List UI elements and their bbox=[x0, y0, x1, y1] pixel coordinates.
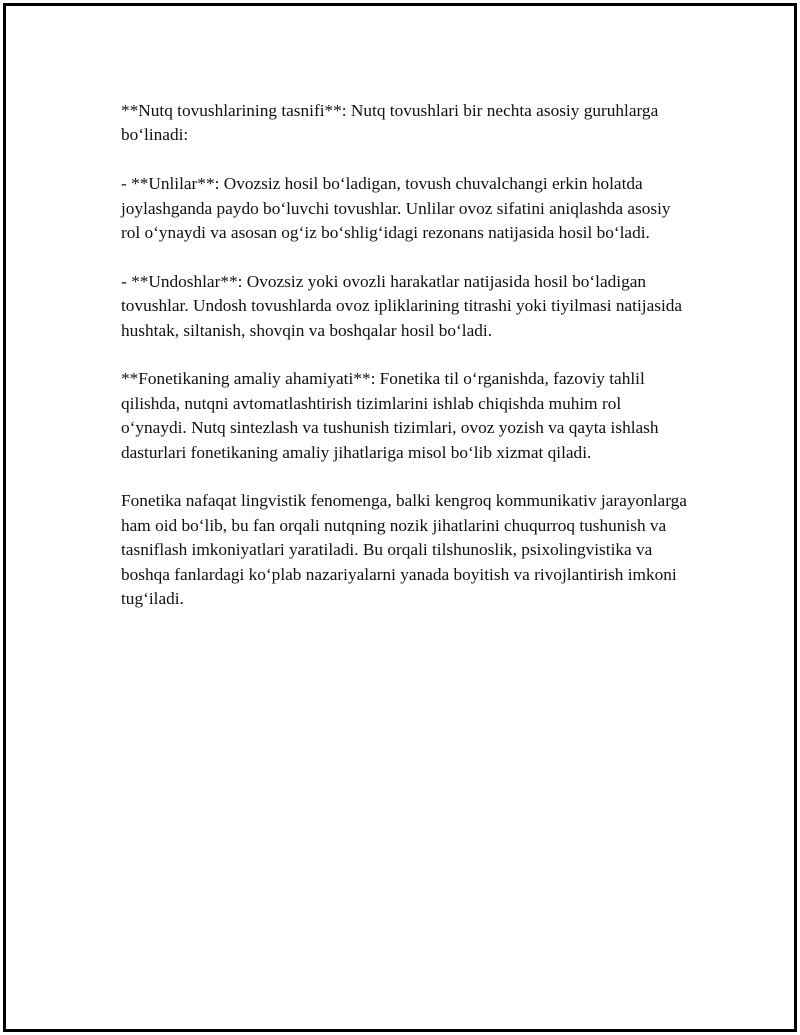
page-frame bbox=[3, 3, 797, 1032]
paragraph-phonetics-conclusion: Fonetika nafaqat lingvistik fenomenga, balki kengroq kommunikativ jarayonlarga ham oid bo‘lib, bu fan orqali nutqning nozik jihatlarini chuqurroq tushunish va tasniflash imkoniyatlari yaratiladi. Bu orqali tilshunoslik, psixolingvistika va boshqa fanlardagi ko‘plab nazariyalarni yanada boyitish va rivojlantirish imkoni tug‘iladi. bbox=[121, 491, 687, 609]
paragraph-vowels: - **Unlilar**: Ovozsiz hosil bo‘ladigan, tovush chuvalchangi erkin holatda joylashganda paydo bo‘luvchi tovushlar. Unlilar ovoz sifatini aniqlashda asosiy rol o‘ynaydi va asosan og‘iz bo‘shlig‘idagi rezonans natijasida hosil bo‘ladi. bbox=[121, 174, 671, 243]
paragraph-speech-sounds-classification: **Nutq tovushlarining tasnifi**: Nutq tovushlari bir nechta asosiy guruhlarga bo‘linadi: bbox=[121, 101, 659, 145]
paragraph-phonetics-practical-importance: **Fonetikaning amaliy ahamiyati**: Fonetika til o‘rganishda, fazoviy tahlil qilishda, nutqni avtomatlashtirish tizimlarini ishlab chiqishda muhim rol o‘ynaydi. Nutq sintezlash va tushunish tizimlari, ovoz yozish va qayta ishlash dasturlari fonetikaning amaliy jihatlariga misol bo‘lib xizmat qiladi. bbox=[121, 369, 659, 462]
paragraph-consonants: - **Undoshlar**: Ovozsiz yoki ovozli harakatlar natijasida hosil bo‘ladigan tovushlar. Undosh tovushlarda ovoz ipliklarining titrashi yoki tiyilmasi natijasida hushtak, siltanish, shovqin va boshqalar hosil bo‘ladi. bbox=[121, 271, 683, 340]
document-body bbox=[121, 99, 691, 636]
